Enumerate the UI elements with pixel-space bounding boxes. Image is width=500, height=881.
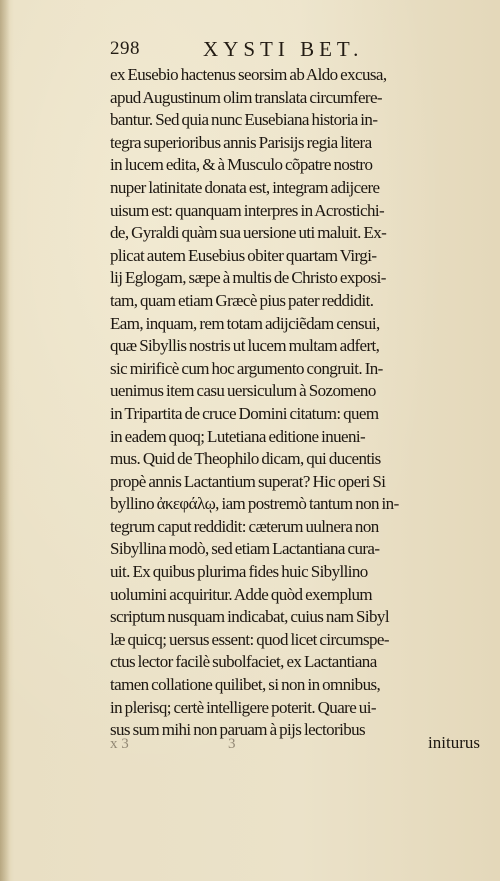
text-line: nuper latinitate donata est, integram adijcere — [110, 177, 380, 197]
text-line: in eadem quoq; Lutetiana editione inueni- — [110, 426, 366, 446]
text-line: scriptum nusquam indicabat, cuius nam Sibyl — [110, 607, 389, 627]
text-line: tamen collatione quilibet, si non in omnibus, — [110, 675, 381, 695]
text-line: byllino ἀκεφάλῳ, iam postremò tantum non in- — [110, 494, 399, 514]
text-line: plicat autem Eusebius obiter quartam Virgi- — [110, 245, 377, 265]
signature-mark-mid: 3 — [228, 736, 236, 752]
text-line: propè annis Lactantium superat? Hic operi Si — [110, 471, 386, 491]
catchword: initurus — [428, 733, 480, 752]
text-line: tegra superioribus annis Parisijs regia litera — [110, 132, 372, 152]
text-line: ex Eusebio hactenus seorsim ab Aldo excusa, — [110, 65, 387, 84]
text-line: quæ Sibyllis nostris ut lucem multam adfert, — [110, 336, 380, 356]
text-line: uenimus item casu uersiculum à Sozomeno — [110, 381, 376, 401]
text-line: ctus lector facilè subolfaciet, ex Lactantiana — [110, 652, 377, 672]
text-line: in plerisq; certè intelligere poterit. Quare ui- — [110, 697, 376, 717]
text-line: tegrum caput reddidit: cæterum uulnera non — [110, 516, 379, 536]
text-line: uisum est: quanquam interpres in Acrostichi- — [110, 200, 385, 220]
page-footer — [110, 733, 480, 757]
page-number: 298 — [110, 38, 140, 59]
text-line: in Tripartita de cruce Domini citatum: quem — [110, 403, 379, 423]
text-line: de, Gyraldi quàm sua uersione uti maluit. Ex- — [110, 223, 387, 243]
text-line: uit. Ex quibus plurima fides huic Sibyllino — [110, 562, 368, 582]
text-line: lij Eglogam, sæpe à multis de Christo exposi- — [110, 268, 386, 288]
signature-mark: x 3 — [110, 736, 129, 752]
text-line: sic mirificè cum hoc argumento congruit. In- — [110, 358, 383, 378]
running-head: XYSTI BET. — [203, 37, 364, 61]
body-text — [110, 64, 482, 742]
text-line: in lucem edita, & à Musculo cõpatre nostro — [110, 155, 373, 175]
text-line: bantur. Sed quia nunc Eusebiana historia in- — [110, 110, 378, 130]
text-line: mus. Quid de Theophilo dicam, qui ducentis — [110, 449, 381, 469]
text-line: tam, quam etiam Græcè pius pater reddidit. — [110, 290, 374, 310]
text-line: læ quicq; uersus essent: quod licet circumspe- — [110, 629, 389, 649]
page-header — [110, 38, 475, 62]
text-line: apud Augustinum olim translata circumfere- — [110, 87, 382, 107]
text-line: sus sum mihi non paruam à pijs lectoribus — [110, 720, 366, 740]
text-line: Sibyllina modò, sed etiam Lactantiana cura- — [110, 539, 380, 559]
text-line: uolumini acquiritur. Adde quòd exemplum — [110, 584, 373, 604]
text-line: Eam, inquam, rem totam adijciẽdam censui, — [110, 313, 380, 333]
